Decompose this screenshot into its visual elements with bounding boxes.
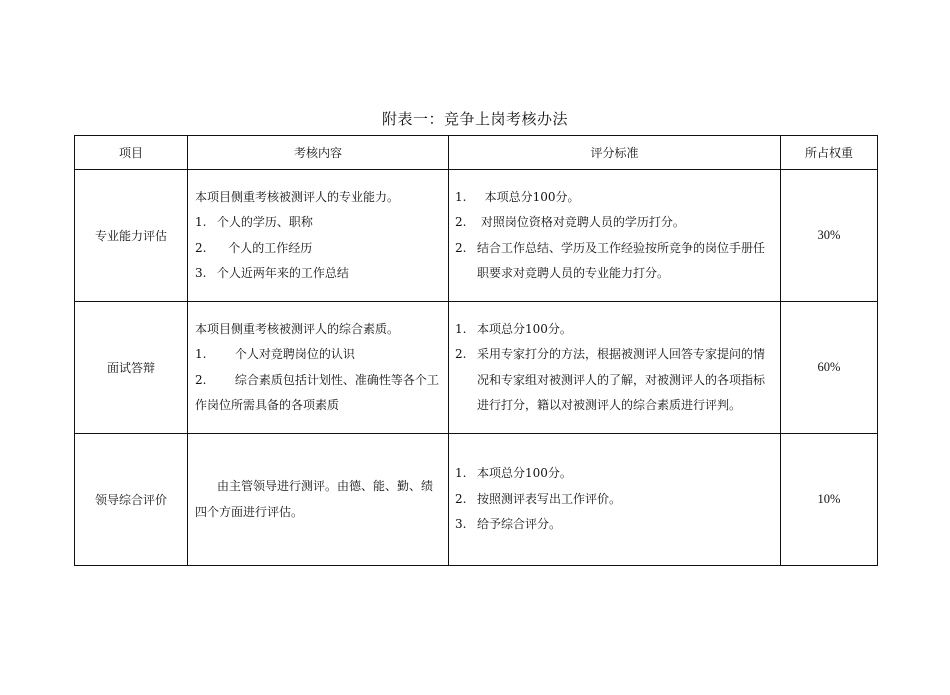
row-content (188, 170, 449, 302)
row-criteria (449, 302, 781, 434)
criteria-item: 1. 本项总分100分。 (455, 189, 580, 204)
content-line: 1. 个人对竞聘岗位的认识 (195, 347, 355, 361)
row-weight: 30% (781, 170, 878, 302)
header-item: 项目 (75, 136, 188, 170)
criteria-item: 1. 本项总分100分。 (455, 466, 572, 481)
content-line: 由主管领导进行测评。由德、能、勤、绩四个方面进行评估。 (195, 479, 434, 519)
criteria-item: 3. 给予综合评分。 (455, 517, 562, 532)
document-title: 附表一：竞争上岗考核办法 (381, 110, 568, 128)
row-item: 专业能力评估 (75, 170, 188, 302)
table-row (75, 434, 878, 566)
criteria-item: 2. 按照测评表写出工作评价。 (455, 491, 622, 506)
criteria-item: 2. 对照岗位资格对竞聘人员的学历打分。 (455, 215, 685, 229)
row-criteria (449, 170, 781, 302)
row-criteria (449, 434, 781, 566)
content-line: 本项目侧重考核被测评人的综合素质。 (195, 321, 400, 336)
row-item: 领导综合评价 (75, 434, 188, 566)
row-weight: 10% (781, 434, 878, 566)
row-content (188, 302, 449, 434)
row-content (188, 434, 449, 566)
content-line: 2. 个人的工作经历 (195, 240, 313, 255)
assessment-table (74, 135, 878, 566)
criteria-item: 2. 结合工作总结、学历及工作经验按所竞争的岗位手册任职要求对竞聘人员的专业能力打分。 (455, 240, 766, 280)
criteria-item: 2. 采用专家打分的方法，根据被测评人回答专家提问的情况和专家组对被测评人的了解，对被测评人的各项指标进行打分，籍以对被测评人的综合素质进行评判。 (455, 347, 766, 412)
content-line: 1. 个人的学历、职称 (195, 215, 313, 229)
criteria-item: 1. 本项总分100分。 (455, 321, 572, 336)
row-item: 面试答辩 (75, 302, 188, 434)
content-line: 3. 个人近两年来的工作总结 (195, 266, 349, 280)
row-weight: 60% (781, 302, 878, 434)
header-weight: 所占权重 (781, 136, 878, 170)
table-row (75, 170, 878, 302)
header-content: 考核内容 (188, 136, 449, 170)
table-row (75, 302, 878, 434)
header-row (75, 136, 878, 170)
content-line: 本项目侧重考核被测评人的专业能力。 (195, 189, 400, 204)
header-criteria: 评分标准 (449, 136, 781, 170)
content-line: 2. 综合素质包括计划性、准确性等各个工作岗位所需具备的各项素质 (195, 372, 439, 412)
